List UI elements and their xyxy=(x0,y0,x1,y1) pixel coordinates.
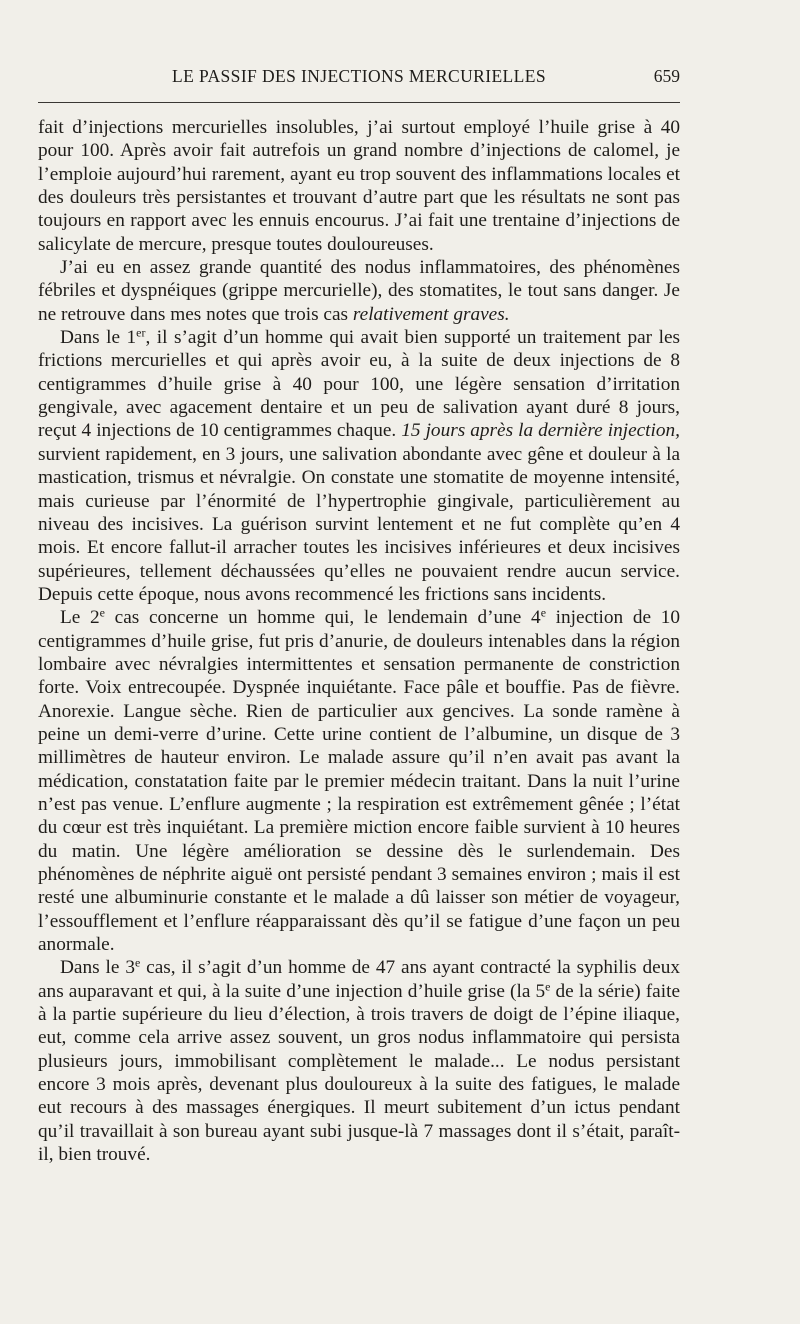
text-run: cas, il s’agit d’un homme de 47 ans ayant contracté la syphilis deux ans auparavant et qui, à la suite d’une injection d’huile grise (la 5 xyxy=(38,957,680,1002)
body-text xyxy=(38,116,680,1166)
text-run: , il s’agit d’un homme qui avait bien supporté un traitement par les frictions mercurielles et qui après avoir eu, à la suite de deux injections de 8 centigrammes d’huile grise à 40 pour 100, une légère sensation d’irritation gengivale, avec agacement dentaire et un peu de salivation ayant duré 8 jours, reçut 4 injections de 10 centigrammes chaque. xyxy=(38,327,680,442)
text-run: de la série) faite à la partie supérieure du lieu d’élection, à trois travers de doigt de l’épine iliaque, eut, comme cela arrive assez souvent, un gros nodus inflammatoire qui persista plusieurs jours, immobilisant complètement le malade... Le nodus persistant encore 3 mois après, devenant plus douloureux à la suite des fatigues, le malade eut recours à des massages énergiques. Il meurt subitement d’un ictus pendant qu’il travaillait à son bureau ayant subi jusque-là 7 massages dont il s’était, paraît-il, bien trouvé. xyxy=(38,980,680,1166)
paragraph xyxy=(38,256,680,326)
superscript: e xyxy=(134,955,141,970)
text-run: J’ai eu en assez grande quantité des nodus inflammatoires, des phénomènes fébriles et dyspnéiques (grippe mercurielle), des stomatites, le tout sans danger. Je ne retrouve dans mes notes que trois cas xyxy=(38,257,680,325)
text-run: Le 2 xyxy=(60,607,100,629)
text-run: injection de 10 centigrammes d’huile grise, fut pris d’anurie, de douleurs intenables dans la région lombaire avec névralgies intermittentes et sensation permanente de constriction forte. Voix entrecoupée. Dyspnée inquiétante. Face pâle et bouffie. Pas de fièvre. Anorexie. Langue sèche. Rien de particulier aux gencives. La sonde ramène à peine un demi-verre d’urine. Cette urine contient de l’albumine, un disque de 3 millimètres de hauteur environ. Le malade assure qu’il n’en avait pas avant la médication, constatation faite par le premier médecin traitant. Dans la nuit l’urine n’est pas venue. L’enflure augmente ; la respiration est extrêmement gênée ; l’état du cœur est très inquiétant. La première miction encore faible survient à 10 heures du matin. Une légère amélioration se dessine dès le surlendemain. Des phénomènes de néphrite aiguë ont persisté pendant 3 semaines environ ; mais il est resté une albuminurie constante et le malade a dû laisser son métier de voyageur, l’essoufflement et l’enflure réapparaissant dès qu’il se fatigue d’une façon un peu anormale. xyxy=(38,607,680,956)
superscript: e xyxy=(99,605,105,620)
italic-text: 15 jours après la dernière injection, xyxy=(401,420,680,442)
paragraph xyxy=(38,956,680,1166)
text-run: fait d’injections mercurielles insolubles, j’ai surtout employé l’huile grise à 40 pour 100. Après avoir fait autrefois un grand nombre d’injections de calomel, je l’emploie aujourd’hui rarement, ayant eu trop souvent des inflammations locales et des douleurs très persistantes et trouvant d’autre part que les résultats ne sont pas toujours en rapport avec les ennuis encourus. J’ai fait une trentaine d’injections de salicylate de mercure, presque toutes douloureuses. xyxy=(38,117,680,255)
header-rule xyxy=(38,102,680,103)
text-run: survient rapidement, en 3 jours, une salivation abondante avec gêne et douleur à la mastication, trismus et névralgie. On constate une stomatite de moyenne intensité, mais curieuse par l’énormité de l’hypertrophie gingivale, particulièrement au niveau des incisives. La guérison survint lentement et ne fut complète qu’en 4 mois. Et encore fallut-il arracher toutes les incisives inférieures et deux incisives supérieures, tellement déchaussées qu’elles ne pouvaient rendre aucun service. Depuis cette époque, nous avons recommencé les frictions sans incidents. xyxy=(38,443,680,605)
running-title: LE PASSIF DES INJECTIONS MERCURIELLES xyxy=(172,66,546,86)
paragraph xyxy=(38,326,680,606)
superscript: e xyxy=(545,979,551,994)
page-number: 659 xyxy=(653,66,680,86)
text-run: Dans le 3 xyxy=(60,957,135,979)
paragraph xyxy=(38,606,680,956)
superscript: e xyxy=(540,605,546,620)
text-run: Dans le 1 xyxy=(60,327,137,349)
superscript: er xyxy=(136,325,146,340)
paragraph xyxy=(38,116,680,256)
page-header xyxy=(38,64,680,92)
italic-text: relativement graves. xyxy=(352,303,510,325)
text-run: cas concerne un homme qui, le lendemain d’une 4 xyxy=(104,607,541,629)
